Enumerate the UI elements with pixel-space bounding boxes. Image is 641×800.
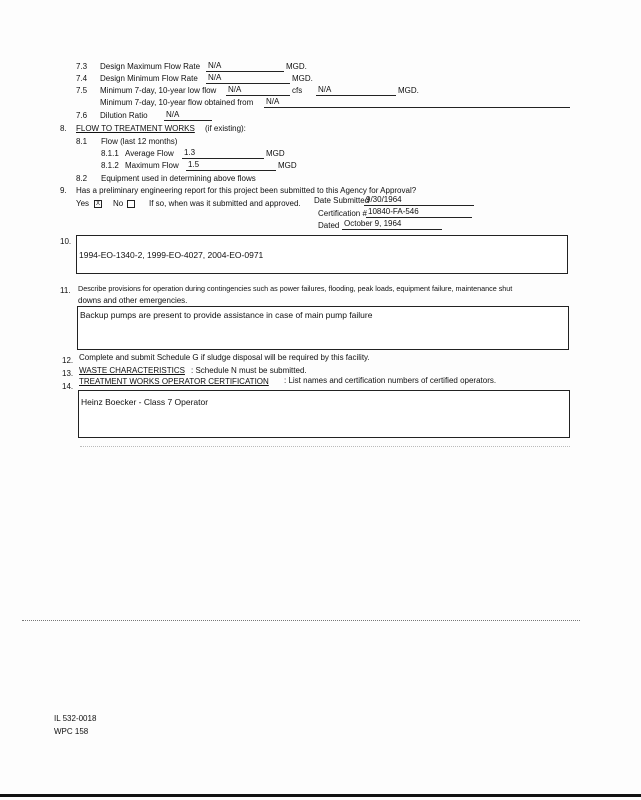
s9-dated-label: Dated — [318, 221, 340, 230]
s7-r2-num: 7.4 — [76, 74, 88, 83]
certification-field[interactable]: 10840-FA-546 — [366, 207, 472, 218]
s7-r4-label: Dilution Ratio — [100, 111, 148, 120]
maximum-flow-field[interactable]: 1.5 — [186, 160, 276, 171]
s12-num: 12. — [62, 356, 74, 365]
scan-dotted-line — [80, 446, 570, 447]
s9-cert-label: Certification # — [318, 209, 367, 218]
s9-num: 9. — [60, 186, 67, 195]
s8-r11-num: 8.1.1 — [101, 149, 119, 158]
s8-r12-label: Maximum Flow — [125, 161, 179, 170]
s7-r1-label: Design Maximum Flow Rate — [100, 62, 201, 71]
s7-r3-unit2: MGD. — [398, 86, 419, 95]
s11-num: 11. — [60, 286, 71, 295]
s9-no-label: No — [113, 199, 124, 208]
low-flow-cfs-field[interactable]: N/A — [226, 85, 290, 96]
contingency-box[interactable] — [77, 306, 569, 350]
design-min-flow-field[interactable]: N/A — [206, 73, 290, 84]
permits-value: 1994-EO-1340-2, 1999-EO-4027, 2004-EO-0971 — [79, 250, 264, 260]
s7-r4-num: 7.6 — [76, 111, 88, 120]
s12-label: Complete and submit Schedule G if sludge disposal will be required by this facility. — [79, 353, 370, 362]
dilution-ratio-field[interactable]: N/A — [164, 110, 212, 121]
s8-suffix: (if existing): — [205, 124, 246, 133]
form-number: IL 532-0018 — [54, 714, 97, 723]
contingency-value: Backup pumps are present to provide assistance in case of main pump failure — [80, 310, 373, 320]
s8-r2-label: Equipment used in determining above flows — [101, 174, 256, 183]
s7-r3-unit1: cfs — [292, 86, 303, 95]
s8-num: 8. — [60, 124, 67, 133]
s14-label: : List names and certification numbers of certified operators. — [284, 376, 497, 385]
s7-r3b-label: Minimum 7-day, 10-year flow obtained from — [100, 98, 254, 107]
no-checkbox[interactable] — [127, 200, 135, 208]
s11-label2: downs and other emergencies. — [78, 296, 188, 305]
dated-field[interactable]: October 9, 1964 — [342, 219, 442, 230]
s7-r1-num: 7.3 — [76, 62, 88, 71]
s11-label: Describe provisions for operation during contingencies such as power failures, flooding, peak loads, equipment failure, maintenance shut — [78, 284, 513, 293]
scan-dotted-line — [22, 620, 580, 621]
s9-when: If so, when was it submitted and approved. — [149, 199, 301, 208]
s14-num: 14. — [62, 382, 74, 391]
s8-r12-num: 8.1.2 — [101, 161, 119, 170]
s9-date-label: Date Submitted — [314, 196, 370, 205]
s7-r2-label: Design Minimum Flow Rate — [100, 74, 198, 83]
s8-r1-label: Flow (last 12 months) — [101, 137, 178, 146]
date-submitted-field[interactable]: 9/30/1964 — [364, 195, 474, 206]
yes-checkbox[interactable]: X — [95, 201, 100, 207]
s8-r11-label: Average Flow — [125, 149, 174, 158]
s10-num: 10. — [60, 237, 72, 246]
s9-question: Has a preliminary engineering report for this project been submitted to this Agency for Approval? — [76, 186, 417, 195]
s14-title: TREATMENT WORKS OPERATOR CERTIFICATION — [79, 377, 269, 386]
s8-r11-unit: MGD — [266, 149, 285, 158]
s7-r3-label: Minimum 7-day, 10-year low flow — [100, 86, 217, 95]
scan-bottom-edge — [0, 794, 641, 797]
operators-value: Heinz Boecker - Class 7 Operator — [81, 397, 209, 407]
s8-r1-num: 8.1 — [76, 137, 88, 146]
s13-label: : Schedule N must be submitted. — [191, 366, 307, 375]
design-max-flow-field[interactable]: N/A — [206, 61, 284, 72]
operators-box[interactable] — [78, 390, 570, 438]
permits-box[interactable] — [76, 235, 568, 274]
low-flow-source-field[interactable]: N/A — [264, 97, 570, 108]
s8-r2-num: 8.2 — [76, 174, 88, 183]
form-code: WPC 158 — [54, 727, 89, 736]
low-flow-mgd-field[interactable]: N/A — [316, 85, 396, 96]
average-flow-field[interactable]: 1.3 — [182, 148, 264, 159]
s13-title: WASTE CHARACTERISTICS — [79, 366, 185, 375]
s7-r1-unit: MGD. — [286, 62, 307, 71]
s13-num: 13. — [62, 369, 74, 378]
s8-title: FLOW TO TREATMENT WORKS — [76, 124, 195, 133]
s9-yes-label: Yes — [76, 199, 90, 208]
s7-r2-unit: MGD. — [292, 74, 313, 83]
s8-r12-unit: MGD — [278, 161, 297, 170]
s7-r3-num: 7.5 — [76, 86, 88, 95]
